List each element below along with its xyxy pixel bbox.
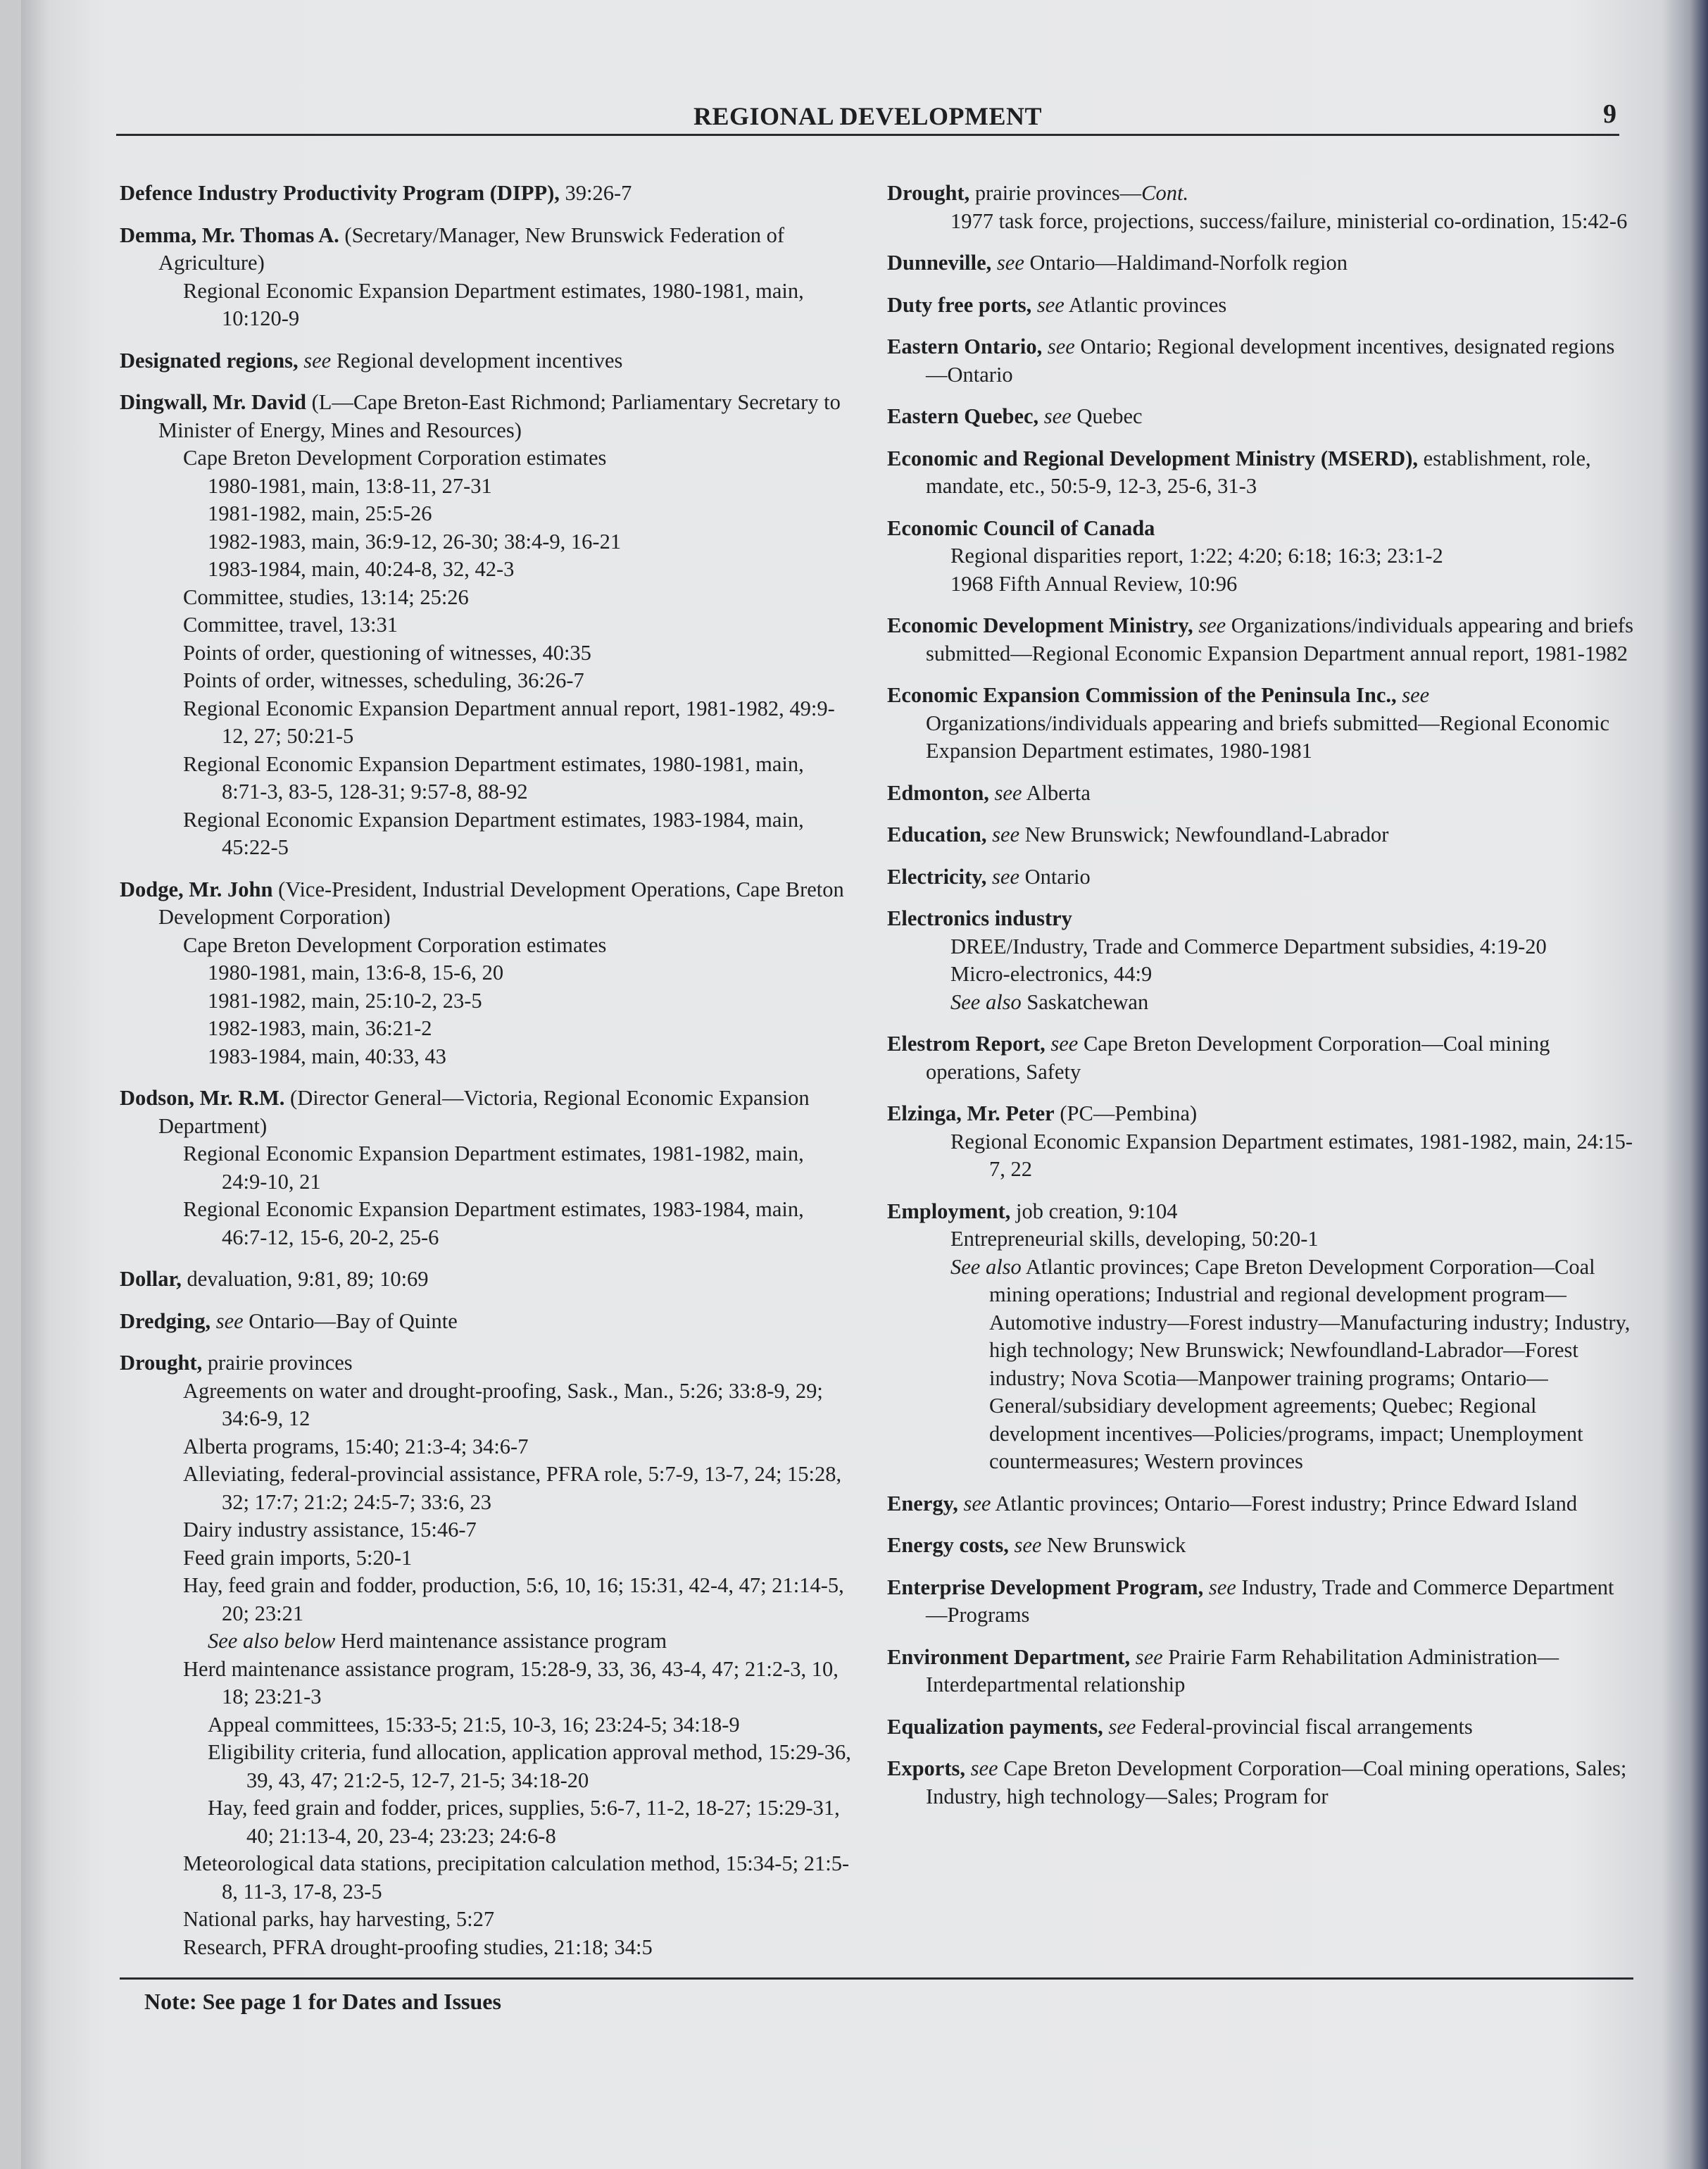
subentry-text: Appeal committees, 15:33-5; 21:5, 10-3, 16; 23:24-5; 34:18-9: [208, 1712, 740, 1737]
entry-heading: Economic Expansion Commission of the Peninsula Inc.,: [887, 683, 1397, 707]
subentry-text: Herd maintenance assistance program: [335, 1629, 667, 1653]
subentry-text: 1981-1982, main, 25:5-26: [208, 501, 432, 525]
subentry-text: Regional disparities report, 1:22; 4:20; 6:18; 16:3; 23:1-2: [950, 544, 1443, 568]
subentry-text: Dairy industry assistance, 15:46-7: [183, 1518, 477, 1542]
see-reference: see: [1042, 335, 1075, 358]
subentry-text: DREE/Industry, Trade and Commerce Department subsidies, 4:19-20: [950, 934, 1547, 958]
index-subentry: [926, 542, 1633, 570]
entry-text: Cape Breton Development Corporation—Coal mining operations, Sales; Industry, high technology—Sales; Program for: [926, 1756, 1627, 1808]
page-title: REGIONAL DEVELOPMENT: [693, 102, 1043, 130]
index-entry: [887, 1574, 1633, 1630]
index-subentry: [158, 1015, 852, 1043]
entry-text: Ontario; Regional development incentives, designated regions—Ontario: [926, 335, 1615, 387]
subentry-text: 1982-1983, main, 36:21-2: [208, 1016, 432, 1040]
entry-heading: Environment Department,: [887, 1644, 1131, 1669]
entry-text: Ontario—Bay of Quinte: [243, 1308, 458, 1333]
index-entry: [887, 863, 1633, 892]
entry-heading: Economic Council of Canada: [887, 515, 1155, 540]
subentry-text: Feed grain imports, 5:20-1: [183, 1545, 413, 1570]
entry-text: Organizations/individuals appearing and briefs submitted—Regional Economic Expansion Department estimates, 1980-1981: [926, 711, 1609, 763]
subentry-text: Regional Economic Expansion Department estimates, 1983-1984, main, 46:7-12, 15-6, 20-2, 25-6: [183, 1197, 804, 1249]
index-subentry: [926, 1128, 1633, 1184]
index-subentry: [158, 1043, 852, 1071]
see-also-reference: See also below: [208, 1629, 336, 1653]
index-entry: [120, 1308, 852, 1336]
subentry-text: Agreements on water and drought-proofing, Sask., Man., 5:26; 33:8-9, 29; 34:6-9, 12: [183, 1378, 823, 1430]
entry-text: Cape Breton Development Corporation—Coal mining operations, Safety: [926, 1032, 1550, 1084]
subentry-text: 1980-1981, main, 13:6-8, 15-6, 20: [208, 961, 504, 985]
index-subentry: [158, 987, 852, 1015]
index-entry: [120, 876, 852, 1071]
entry-text: Ontario—Haldimand-Norfolk region: [1024, 251, 1348, 275]
index-entry: [887, 292, 1633, 320]
index-subentry: [158, 556, 852, 584]
subentry-text: Points of order, questioning of witnesses, 40:35: [183, 640, 591, 665]
index-subentry: [158, 1433, 852, 1461]
entry-text: devaluation, 9:81, 89; 10:69: [181, 1267, 429, 1291]
index-entry: [887, 905, 1633, 1016]
index-subentry: [158, 1627, 852, 1656]
index-subentry: [158, 611, 852, 639]
entry-text: Alberta: [1022, 780, 1091, 805]
index-entry: [887, 1030, 1633, 1086]
index-subentry: [158, 751, 852, 806]
entry-heading: Employment,: [887, 1199, 1011, 1223]
index-subentry: [158, 1934, 852, 1962]
entry-heading: Dunneville,: [887, 251, 992, 275]
left-column: [120, 180, 852, 1975]
index-subentry: [926, 989, 1633, 1017]
index-entry: [887, 1532, 1633, 1560]
subentry-text: Saskatchewan: [1021, 989, 1149, 1014]
subentry-text: Cape Breton Development Corporation estimates: [183, 932, 607, 957]
subentry-text: 1983-1984, main, 40:33, 43: [208, 1044, 446, 1068]
entry-heading: Education,: [887, 823, 987, 846]
index-entry: [887, 1644, 1633, 1699]
footer-rule: [120, 1977, 1633, 1980]
see-reference: see: [986, 823, 1020, 846]
see-reference: see: [991, 251, 1024, 275]
subentry-text: Committee, travel, 13:31: [183, 613, 398, 637]
index-subentry: [158, 1461, 852, 1516]
index-subentry: [926, 933, 1633, 961]
entry-heading: Dingwall, Mr. David: [120, 390, 306, 414]
index-subentry: [158, 1711, 852, 1739]
index-subentry: [158, 584, 852, 612]
entry-heading: Energy costs,: [887, 1533, 1009, 1557]
index-subentry: [926, 1254, 1633, 1476]
page-number: 9: [1603, 99, 1616, 129]
index-entry: [887, 612, 1633, 668]
entry-text: (Vice-President, Industrial Development Operations, Cape Breton Development Corporation): [158, 877, 844, 929]
entry-heading: Dollar,: [120, 1267, 182, 1291]
entry-heading: Eastern Quebec,: [887, 404, 1039, 428]
index-page: [21, 0, 1708, 2169]
subentry-text: Eligibility criteria, fund allocation, application approval method, 15:29-36, 39, 43, 47; 21:2-5, 12-7, 21-5; 34:18-20: [208, 1740, 851, 1792]
entry-text: prairie provinces—: [969, 181, 1142, 205]
see-reference: see: [1203, 1575, 1236, 1599]
index-subentry: [926, 570, 1633, 599]
subentry-text: Committee, studies, 13:14; 25:26: [183, 585, 469, 609]
index-subentry: [158, 277, 852, 333]
index-entry: [887, 780, 1633, 808]
subentry-text: Hay, feed grain and fodder, production, 5:6, 10, 16; 15:31, 42-4, 47; 21:14-5, 20; 23:21: [183, 1573, 844, 1625]
see-reference: see: [1130, 1644, 1163, 1669]
index-subentry: [158, 639, 852, 668]
index-entry: [887, 249, 1633, 277]
index-subentry: [158, 695, 852, 751]
see-reference: see: [1038, 404, 1072, 428]
index-entry: [120, 1084, 852, 1251]
entry-text: Regional development incentives: [331, 348, 623, 373]
index-entry: [887, 333, 1633, 389]
entry-heading: Economic Development Ministry,: [887, 613, 1193, 637]
subentry-text: Micro-electronics, 44:9: [950, 962, 1153, 986]
entry-text: Organizations/individuals appearing and briefs submitted—Regional Economic Expansion Department annual report, 1981-1982: [926, 613, 1633, 665]
see-reference: see: [1045, 1032, 1079, 1056]
index-subentry: [158, 806, 852, 862]
index-subentry: [158, 1377, 852, 1433]
index-entry: [120, 1349, 852, 1961]
see-reference: see: [1193, 613, 1226, 637]
index-entry: [887, 445, 1633, 501]
index-subentry: [158, 959, 852, 987]
entry-text: (L—Cape Breton-East Richmond; Parliamentary Secretary to Minister of Energy, Mines and Resources): [158, 390, 841, 442]
entry-heading: Economic and Regional Development Ministry (MSERD),: [887, 446, 1418, 470]
index-subentry: [926, 961, 1633, 989]
entry-text: Atlantic provinces; Ontario—Forest industry; Prince Edward Island: [991, 1491, 1578, 1515]
subentry-text: National parks, hay harvesting, 5:27: [183, 1907, 495, 1931]
right-column: [887, 180, 1633, 1825]
subentry-text: Points of order, witnesses, scheduling, 36:26-7: [183, 668, 584, 692]
subentry-text: Atlantic provinces; Cape Breton Development Corporation—Coal mining operations; Industrial and regional development program—Automotive industry—Forest industry—Manufacturing industry; Industry, high technology; New Brunswick; Newfoundland-Labrador—Forest industry; Nova Scotia—Manpower training programs; Ontario—General/subsidiary development agreements; Quebec; Regional development incentives—Policies/programs, impact; Unemployment countermeasures; Western provinces: [989, 1254, 1631, 1473]
entry-heading: Electronics industry: [887, 906, 1072, 930]
footer-note: Note: See page 1 for Dates and Issues: [144, 1989, 501, 2014]
entry-heading: Demma, Mr. Thomas A.: [120, 223, 339, 247]
entry-heading: Dredging,: [120, 1308, 211, 1333]
entry-heading: Energy,: [887, 1491, 958, 1515]
entry-text: (Director General—Victoria, Regional Economic Expansion Department): [158, 1086, 810, 1138]
index-entry: [887, 515, 1633, 599]
subentry-text: Regional Economic Expansion Department estimates, 1980-1981, main, 8:71-3, 83-5, 128-31; 9:57-8, 88-92: [183, 751, 804, 804]
subentry-text: 1977 task force, projections, success/failure, ministerial co-ordination, 15:42-6: [950, 208, 1628, 233]
entry-heading: Designated regions,: [120, 348, 299, 373]
index-subentry: [158, 444, 852, 473]
index-entry: [120, 389, 852, 862]
see-reference: see: [298, 348, 332, 373]
index-subentry: [158, 1656, 852, 1711]
see-reference: see: [1103, 1714, 1136, 1739]
index-subentry: [158, 1544, 852, 1573]
entry-heading: Drought,: [887, 181, 970, 205]
entry-text: Ontario: [1019, 864, 1091, 889]
index-subentry: [158, 667, 852, 695]
entry-text: Atlantic provinces: [1064, 292, 1227, 317]
index-subentry: [158, 1850, 852, 1906]
entry-heading: Elestrom Report,: [887, 1032, 1045, 1056]
subentry-text: 1980-1981, main, 13:8-11, 27-31: [208, 473, 492, 498]
index-subentry: [158, 1794, 852, 1850]
entry-text: prairie provinces: [202, 1351, 353, 1375]
index-subentry: [158, 1140, 852, 1196]
index-entry: [887, 1713, 1633, 1742]
index-entry: [120, 180, 852, 208]
index-entry: [887, 180, 1633, 235]
index-subentry: [158, 932, 852, 960]
index-subentry: [158, 1739, 852, 1794]
entry-heading: Equalization payments,: [887, 1714, 1103, 1739]
index-entry: [887, 1198, 1633, 1476]
entry-heading: Duty free ports,: [887, 292, 1032, 317]
subentry-text: Hay, feed grain and fodder, prices, supplies, 5:6-7, 11-2, 18-27; 15:29-31, 40; 21:13-4, 20, 23-4; 23:23; 24:6-8: [208, 1796, 840, 1848]
see-reference: see: [1008, 1533, 1042, 1557]
index-subentry: [158, 500, 852, 528]
see-reference: see: [988, 780, 1022, 805]
index-subentry: [158, 1516, 852, 1544]
index-subentry: [158, 1906, 852, 1934]
entry-heading: Eastern Ontario,: [887, 335, 1043, 358]
entry-heading: Dodson, Mr. R.M.: [120, 1086, 285, 1110]
see-reference: see: [957, 1491, 991, 1515]
index-entry: [120, 347, 852, 375]
index-entry: [887, 1755, 1633, 1811]
subentry-text: Alleviating, federal-provincial assistance, PFRA role, 5:7-9, 13-7, 24; 15:28, 32; 17:7; 21:2; 24:5-7; 33:6, 23: [183, 1462, 842, 1514]
subentry-text: Alberta programs, 15:40; 21:3-4; 34:6-7: [183, 1434, 529, 1458]
subentry-text: 1981-1982, main, 25:10-2, 23-5: [208, 988, 482, 1013]
subentry-text: Meteorological data stations, precipitation calculation method, 15:34-5; 21:5-8, 11-3, 17-8, 23-5: [183, 1851, 850, 1904]
see-reference: see: [1396, 683, 1430, 707]
entry-text: New Brunswick; Newfoundland-Labrador: [1019, 823, 1389, 846]
entry-text: New Brunswick: [1041, 1533, 1186, 1557]
index-subentry: [158, 1196, 852, 1251]
subentry-text: 1982-1983, main, 36:9-12, 26-30; 38:4-9, 16-21: [208, 529, 622, 554]
index-entry: [120, 222, 852, 333]
entry-text: Quebec: [1071, 404, 1143, 428]
index-subentry: [158, 473, 852, 501]
index-subentry: [158, 528, 852, 556]
index-entry: [887, 1100, 1633, 1184]
index-subentry: [158, 1572, 852, 1627]
entry-heading: Enterprise Development Program,: [887, 1575, 1204, 1599]
subentry-text: Research, PFRA drought-proofing studies, 21:18; 34:5: [183, 1934, 653, 1959]
see-reference: see: [986, 864, 1019, 889]
entry-heading: Exports,: [887, 1756, 965, 1780]
entry-heading: Edmonton,: [887, 780, 989, 805]
index-entry: [887, 682, 1633, 765]
entry-text: Federal-provincial fiscal arrangements: [1136, 1714, 1473, 1739]
see-also-reference: See also: [950, 989, 1022, 1014]
entry-text: Prairie Farm Rehabilitation Administration—Interdepartmental relationship: [926, 1644, 1559, 1696]
index-subentry: [926, 1225, 1633, 1254]
see-also-reference: See also: [950, 1254, 1022, 1279]
continued-label: Cont.: [1141, 181, 1189, 205]
entry-text: establishment, role, mandate, etc., 50:5-9, 12-3, 25-6, 31-3: [926, 446, 1591, 498]
entry-heading: Dodge, Mr. John: [120, 877, 273, 901]
see-reference: see: [965, 1756, 998, 1780]
entry-text: job creation, 9:104: [1010, 1199, 1178, 1223]
running-header: [116, 99, 1619, 136]
see-reference: see: [1031, 292, 1065, 317]
entry-heading: Elzinga, Mr. Peter: [887, 1101, 1055, 1125]
index-entry: [887, 821, 1633, 849]
entry-text: (Secretary/Manager, New Brunswick Federation of Agriculture): [158, 223, 785, 275]
subentry-text: Regional Economic Expansion Department annual report, 1981-1982, 49:9-12, 27; 50:21-5: [183, 696, 835, 748]
see-reference: see: [211, 1308, 244, 1333]
index-entry: [120, 1265, 852, 1294]
index-entry: [887, 1490, 1633, 1518]
index-entry: [887, 403, 1633, 431]
subentry-text: Herd maintenance assistance program, 15:28-9, 33, 36, 43-4, 47; 21:2-3, 10, 18; 23:21-3: [183, 1656, 839, 1708]
index-subentry: [926, 208, 1633, 236]
subentry-text: Regional Economic Expansion Department estimates, 1981-1982, main, 24:9-10, 21: [183, 1142, 804, 1194]
subentry-text: Regional Economic Expansion Department estimates, 1981-1982, main, 24:15-7, 22: [950, 1129, 1633, 1181]
subentry-text: Cape Breton Development Corporation estimates: [183, 446, 607, 470]
entry-text: 39:26-7: [559, 181, 632, 205]
entry-heading: Electricity,: [887, 864, 987, 889]
subentry-text: Entrepreneurial skills, developing, 50:20-1: [950, 1227, 1319, 1251]
entry-heading: Drought,: [120, 1351, 203, 1375]
subentry-text: 1983-1984, main, 40:24-8, 32, 42-3: [208, 557, 515, 581]
subentry-text: Regional Economic Expansion Department estimates, 1983-1984, main, 45:22-5: [183, 807, 804, 859]
entry-text: Industry, Trade and Commerce Department—Programs: [926, 1575, 1614, 1627]
entry-heading: Defence Industry Productivity Program (DIPP),: [120, 181, 560, 205]
entry-text: (PC—Pembina): [1054, 1101, 1198, 1125]
subentry-text: Regional Economic Expansion Department estimates, 1980-1981, main, 10:120-9: [183, 278, 804, 330]
subentry-text: 1968 Fifth Annual Review, 10:96: [950, 571, 1238, 596]
